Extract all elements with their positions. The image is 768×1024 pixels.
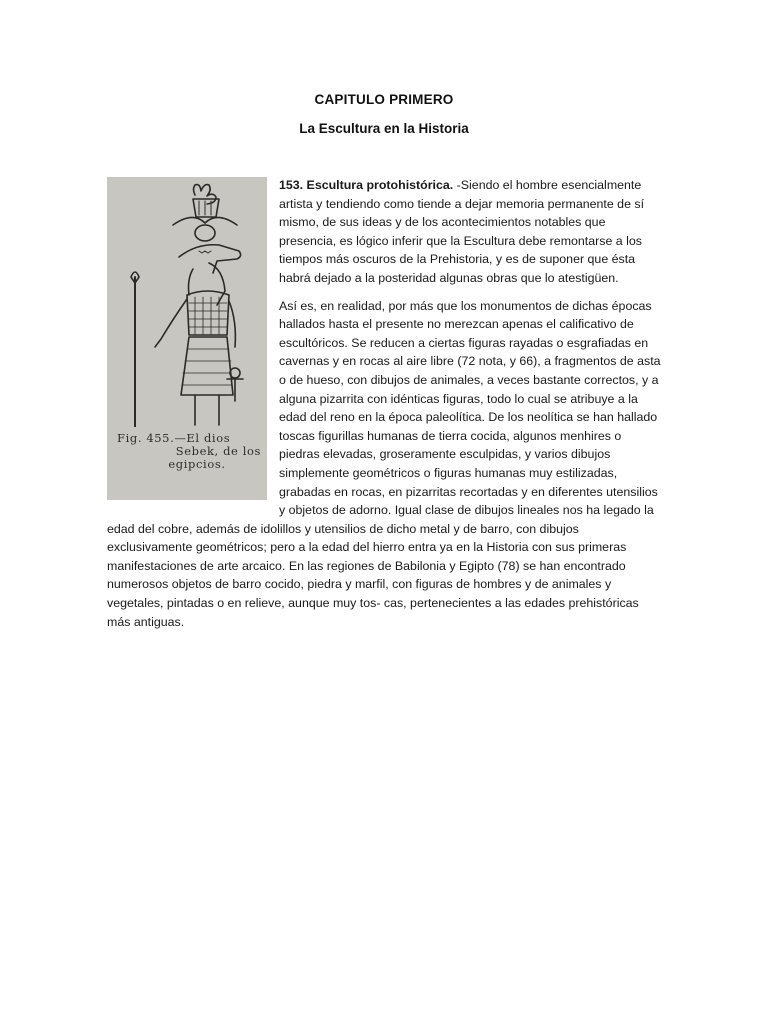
figure-caption xyxy=(117,432,267,471)
figure-caption-line-3: egipcios. xyxy=(168,457,226,471)
chapter-heading: CAPITULO PRIMERO xyxy=(314,92,454,107)
paragraph-2: Así es, en realidad, por más que los monumentos de dichas épocas hallados hasta el presente no merezcan apenas el calificativo de escultóricos. Se reducen a ciertas figuras rayadas o esgrafiadas en cavernas y en rocas al aire libre (72 nota, y 66), a fragmentos de asta o de hueso, con dibujos de animales, a veces bastante correctos, y a alguna pizarrita con idénticas figuras, todo lo cual se atribuye a la edad del reno en la época paleolítica. De los neolítica se han hallado toscas figurillas humanas de tierra cocida, algunos menhires o piedras elevadas, groseramente esculpidas, y varios dibujos simplemente geométricos o figuras humanas muy estilizadas, grabadas en rocas, en pizarritas recortadas y en diferentes utensilios y objetos de adorno. Igual clase de dibujos lineales nos ha legado la edad del cobre, además de idolillos y utensilios de dicho metal y de barro, con dibujos exclusivamente geométricos; pero a la edad del hierro entra ya en la Historia con sus primeras manifestaciones de arte arcaico. En las regiones de Babilonia y Egipto (78) se han encontrado numerosos objetos de barro cocido, piedra y marfil, con figuras de hombres y de animales y vegetales, pintadas o en relieve, aunque muy tos- cas, pertenecientes a las edades prehistóricas más antiguas. xyxy=(107,298,661,629)
chapter-subtitle: La Escultura en la Historia xyxy=(299,121,469,136)
paragraph-1-text: -Siendo el hombre esencialmente artista y tendiendo como tiende a dejar memoria permanente de sí mismo, de sus ideas y de los acontecimientos notables que presencia, es lógico inferir que la Escultura debe remontarse a los tiempos más oscuros de la Prehistoria, y es de suponer que ésta habrá dejado a la posteridad algunas obras que lo atestigüen. xyxy=(279,178,645,285)
section-heading: 153. Escultura protohistórica. xyxy=(279,178,454,192)
sebek-figure-image xyxy=(107,177,267,500)
body-text xyxy=(107,176,663,640)
figure-caption-line-1: Fig. 455.—El dios xyxy=(117,431,231,445)
figure-caption-line-2: Sebek, de los xyxy=(175,444,261,458)
sebek-illustration xyxy=(107,177,267,427)
